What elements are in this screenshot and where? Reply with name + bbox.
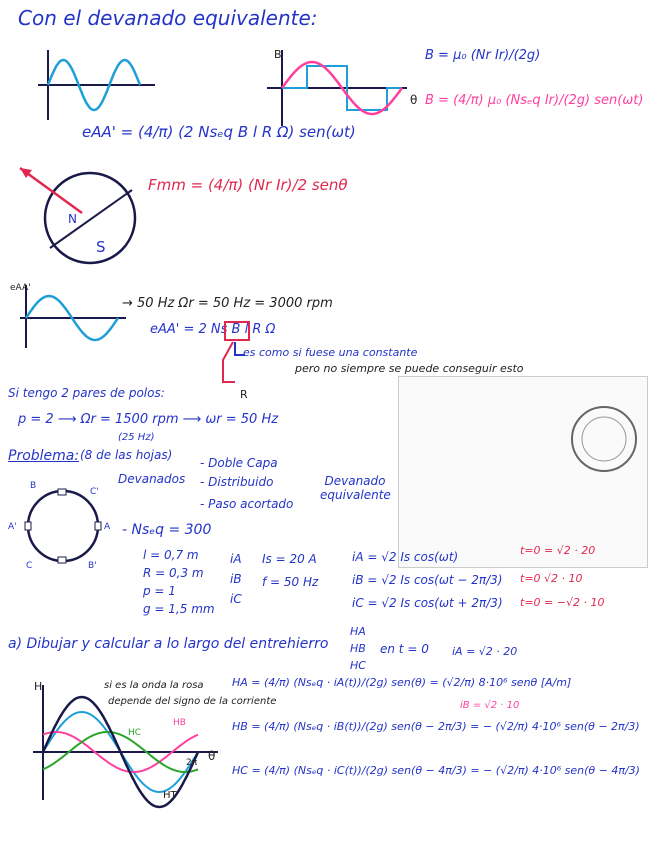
problem-title: Problema: [8,448,80,464]
eq-poles: p = 2 ⟶ Ωr = 1500 rpm ⟶ ωr = 50 Hz [18,412,279,427]
problem-ref: (8 de las hojas) [80,448,173,462]
axis-label-e: eAA' [10,283,31,293]
emf-wave-diagram [8,280,128,350]
eq-hc: HC = (4/π) (Nsₑq · iC(t))/(2g) sen(θ − 4π/3) = − (√2/π) 4·10⁶ sen(θ − 4π/3) [232,764,640,777]
stator-diagram [8,476,118,576]
param-length: l = 0,7 m [143,548,199,562]
note-ia: iA = √2 · 20 [452,645,518,658]
param-gap: g = 1,5 mm [143,602,215,616]
poles-heading: Si tengo 2 pares de polos: [8,386,165,400]
eq-ha: HA = (4/π) (Nsₑq · iA(t))/(2g) sen(θ) = (√2/π) 8·10⁶ senθ [A/m] [232,676,572,689]
axis-label-r: R [240,388,248,401]
sine-wave-diagram [30,45,160,125]
label-hc: HC [350,659,366,672]
eq-eaa-simple: eAA' = 2 Ns B l R Ω [150,322,276,337]
option-doble-capa: - Doble Capa [200,456,278,470]
value-ia-t0: t=0 = √2 · 20 [520,544,596,557]
param-is: Is = 20 A [262,552,317,566]
eq-eaa: eAA' = (4/π) (2 Nsₑq B l R Ω) sen(ωt) [82,123,356,141]
eq-ib: iB = √2 Is cos(ωt − 2π/3) [352,573,503,587]
label-hb: HB [350,642,366,655]
part-a-heading: a) Dibujar y calcular a lo largo del entrehierro [8,636,329,652]
graph-note-1: si es la onda la rosa [104,680,204,691]
pole-label-s: S [96,238,106,256]
slot-label-b-prime: B' [88,561,97,571]
label-ib: iB [230,572,242,586]
slot-label-c-prime: C' [90,487,99,497]
axis-label-2pi: 2π [186,758,198,768]
label-ic: iC [230,592,242,606]
note-not-always: pero no siempre se puede conseguir esto [295,362,524,375]
axis-label-b: B [274,48,282,61]
value-ib-t0: t=0 √2 · 10 [520,572,583,585]
note-constant: es como si fuese una constante [243,346,418,359]
slot-label-a-prime: A' [8,522,17,532]
eq-ia: iA = √2 Is cos(ωt) [352,550,459,564]
eq-frequency: → 50 Hz Ωr = 50 Hz = 3000 rpm [122,296,333,311]
b-field-diagram [262,48,422,128]
slot-label-b: B [30,481,37,491]
pole-label-n: N [68,212,77,226]
param-radius: R = 0,3 m [143,566,204,580]
axis-label-h: H [34,680,43,693]
graph-note-2: depende del signo de la corriente [108,696,277,707]
eq-b-mu0: B = μ₀ (Nr Ir)/(2g) [425,48,541,63]
note-t0: en t = 0 [380,642,429,656]
slot-label-a: A [104,522,111,532]
winding-circle-figure [399,377,647,567]
problem-clipping [398,376,648,568]
curve-label-ht: HT [163,790,177,801]
curve-label-hb: HB [173,718,186,728]
note-ib: iB = √2 · 10 [460,700,520,711]
label-ha: HA [350,625,366,638]
label-devanados: Devanados [118,472,186,486]
param-pole-pairs: p = 1 [143,584,176,598]
label-devanado-equivalente: Devanado equivalente [320,474,391,502]
option-paso-acortado: - Paso acortado [200,497,294,511]
eq-ic: iC = √2 Is cos(ωt + 2π/3) [352,596,503,610]
option-distribuido: - Distribuido [200,475,274,489]
axis-label-theta-h: θ [208,749,216,763]
eq-poles-sub: (25 Hz) [118,432,155,443]
slot-label-c: C [26,561,33,571]
axis-label-theta: θ [410,93,418,107]
eq-hb: HB = (4/π) (Nsₑq · iB(t))/(2g) sen(θ − 2π/3) = − (√2/π) 4·10⁶ sen(θ − 2π/3) [232,720,640,733]
eq-fmm: Fmm = (4/π) (Nr Ir)/2 senθ [148,176,348,194]
curve-label-hc: HC [128,728,142,738]
param-f: f = 50 Hz [262,575,319,589]
constant-arrow [215,320,275,400]
param-ns-eq: - Nsₑq = 300 [122,522,212,538]
eq-b-fourier: B = (4/π) μ₀ (Nsₑq Ir)/(2g) sen(ωt) [425,93,644,108]
rotor-circle-diagram [10,158,150,288]
page-title: Con el devanado equivalente: [18,6,318,30]
value-ic-t0: t=0 = −√2 · 10 [520,596,605,609]
label-ia: iA [230,552,242,566]
